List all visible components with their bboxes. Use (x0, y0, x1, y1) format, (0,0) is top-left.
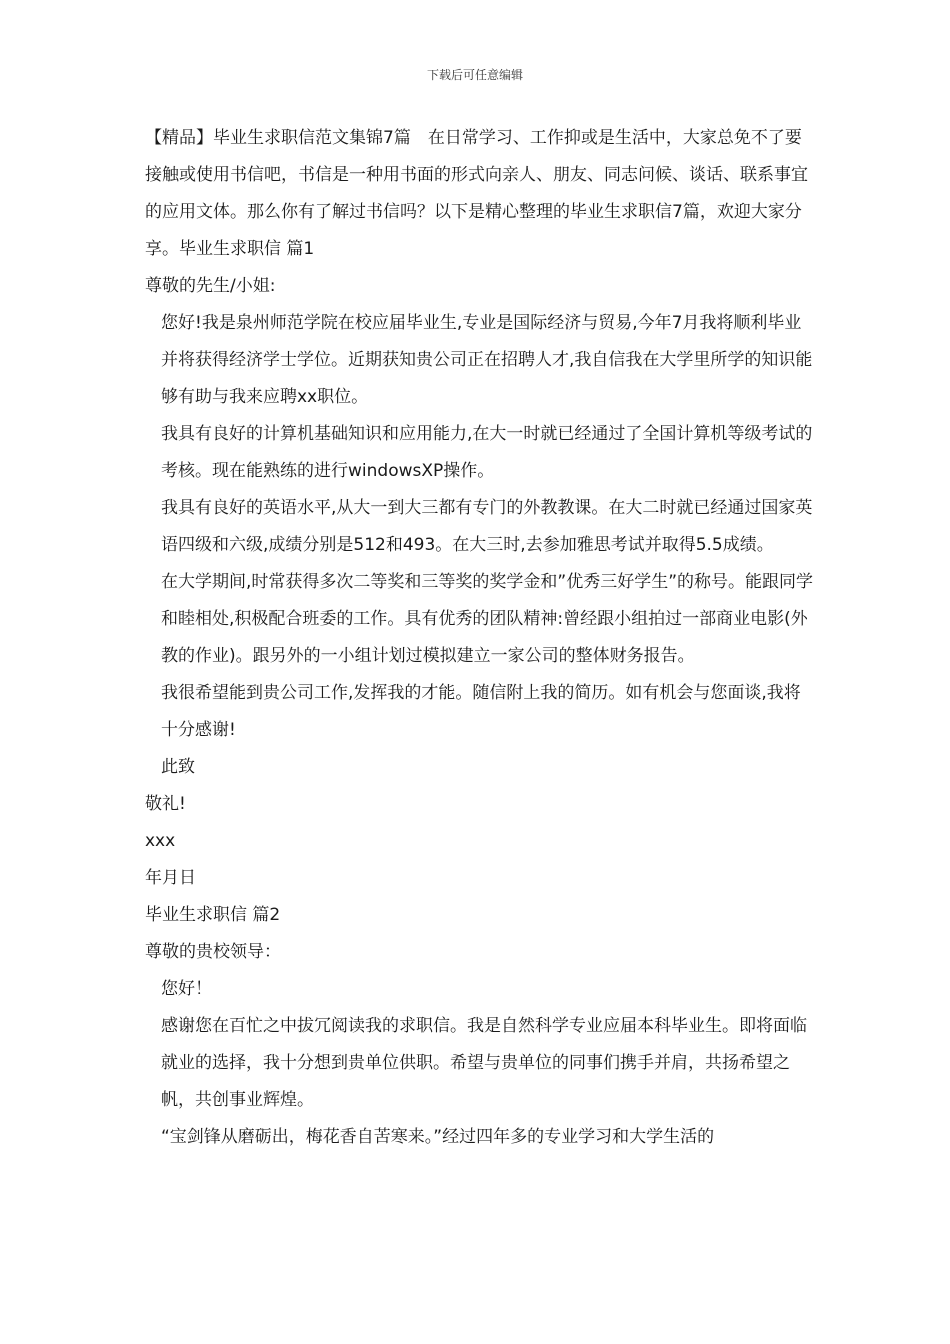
letter1-date: 年月日 (145, 868, 196, 888)
letter2-heading: 毕业生求职信 篇2 (145, 905, 281, 925)
letter2-paragraph-1: 感谢您在百忙之中拔冗阅读我的求职信。我是自然科学专业应届本科毕业生。即将面临就业的选择，我十分想到贵单位供职。希望与贵单位的同事们携手并肩，共扬希望之帆，共创事业辉煌。 (161, 1016, 807, 1110)
letter1-paragraph-5: 我很希望能到贵公司工作,发挥我的才能。随信附上我的简历。如有机会与您面谈,我将十分感谢! (161, 683, 801, 740)
letter1-paragraph-2: 我具有良好的计算机基础知识和应用能力,在大一时就已经通过了全国计算机等级考试的考核。现在能熟练的进行windowsXP操作。 (161, 424, 813, 481)
letter1-closing-2: 敬礼! (145, 794, 186, 814)
letter1-closing-1: 此致 (161, 757, 195, 777)
letter1-paragraph-1: 您好!我是泉州师范学院在校应届毕业生,专业是国际经济与贸易,今年7月我将顺利毕业并将获得经济学士学位。近期获知贵公司正在招聘人才,我自信我在大学里所学的知识能够有助与我来应聘xx职位。 (161, 313, 813, 407)
letter2-greeting: 您好！ (161, 979, 212, 999)
letter1-signature: xxx (145, 831, 176, 851)
letter1-paragraph-3: 我具有良好的英语水平,从大一到大三都有专门的外教教课。在大二时就已经通过国家英语四级和六级,成绩分别是512和493。在大三时,去参加雅思考试并取得5.5成绩。 (161, 498, 813, 555)
letter1-salutation: 尊敬的先生/小姐: (145, 276, 276, 296)
letter1-paragraph-4: 在大学期间,时常获得多次二等奖和三等奖的奖学金和”优秀三好学生”的称号。能跟同学和睦相处,积极配合班委的工作。具有优秀的团队精神:曾经跟小组拍过一部商业电影(外教的作业)。跟另外的一小组计划过模拟建立一家公司的整体财务报告。 (161, 572, 814, 666)
intro-paragraph: 【精品】毕业生求职信范文集锦7篇 在日常学习、工作抑或是生活中，大家总免不了要接触或使用书信吧，书信是一种用书面的形式向亲人、朋友、同志问候、谈话、联系事宜的应用文体。那么你有了解过书信吗？以下是精心整理的毕业生求职信7篇，欢迎大家分享。毕业生求职信 篇1 (145, 128, 808, 259)
letter2-paragraph-2: “宝剑锋从磨砺出，梅花香自苦寒来。”经过四年多的专业学习和大学生活的 (161, 1127, 715, 1147)
document-body (145, 120, 815, 1156)
page-header-note: 下载后可任意编辑 (426, 68, 523, 82)
letter2-salutation: 尊敬的贵校领导： (145, 942, 281, 962)
